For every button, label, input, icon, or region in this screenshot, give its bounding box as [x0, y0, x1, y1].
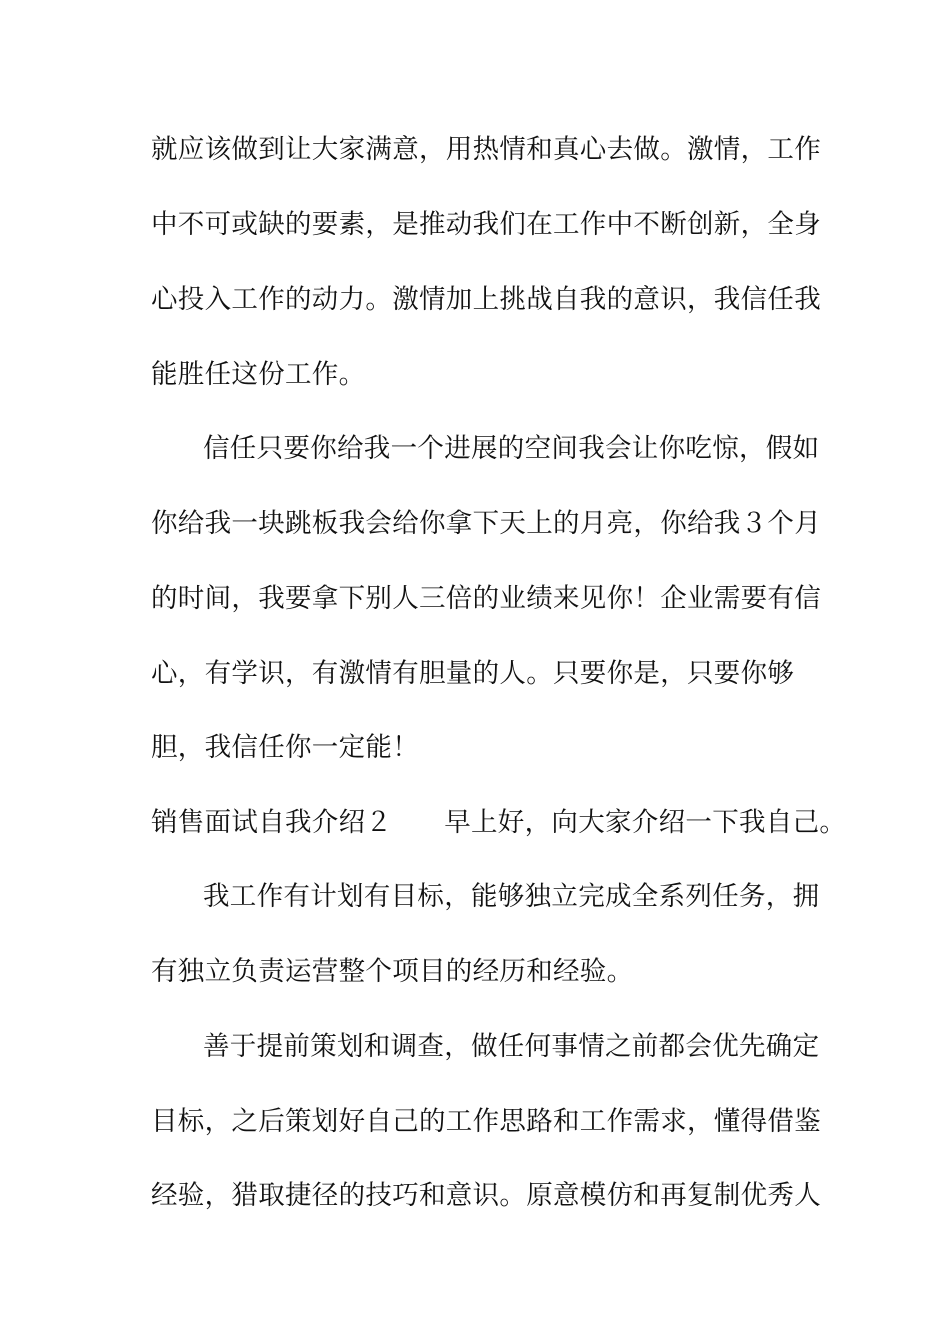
- paragraph-1-line-4: 能胜任这份工作。: [151, 359, 366, 390]
- section-intro: 早上好，向大家介绍一下我自己。: [444, 807, 847, 838]
- paragraph-2-line-3: 的时间，我要拿下别人三倍的业绩来见你！企业需要有信: [151, 583, 821, 614]
- section-heading-line: [151, 803, 846, 843]
- paragraph-1-line-1: 就应该做到让大家满意，用热情和真心去做。激情，工作: [151, 134, 821, 165]
- paragraph-2-line-5: 胆，我信任你一定能！: [151, 732, 419, 763]
- paragraph-4-line-2: 目标，之后策划好自己的工作思路和工作需求，懂得借鉴: [151, 1106, 821, 1137]
- paragraph-4-line-1: 善于提前策划和调查，做任何事情之前都会优先确定: [203, 1031, 820, 1062]
- paragraph-2-line-1: 信任只要你给我一个进展的空间我会让你吃惊，假如: [203, 433, 820, 464]
- paragraph-3-line-2: 有独立负责运营整个项目的经历和经验。: [151, 956, 634, 987]
- paragraph-4-line-3: 经验，猎取捷径的技巧和意识。原意模仿和再复制优秀人: [151, 1180, 821, 1211]
- paragraph-3-line-1: 我工作有计划有目标，能够独立完成全系列任务，拥: [203, 881, 820, 912]
- paragraph-2-line-4: 心，有学识，有激情有胆量的人。只要你是，只要你够: [151, 658, 795, 689]
- paragraph-1-line-3: 心投入工作的动力。激情加上挑战自我的意识，我信任我: [151, 284, 821, 315]
- paragraph-1-line-2: 中不可或缺的要素，是推动我们在工作中不断创新，全身: [151, 209, 821, 240]
- section-heading: 销售面试自我介绍２: [151, 807, 393, 838]
- paragraph-2-line-2: 你给我一块跳板我会给你拿下天上的月亮，你给我３个月: [151, 508, 821, 539]
